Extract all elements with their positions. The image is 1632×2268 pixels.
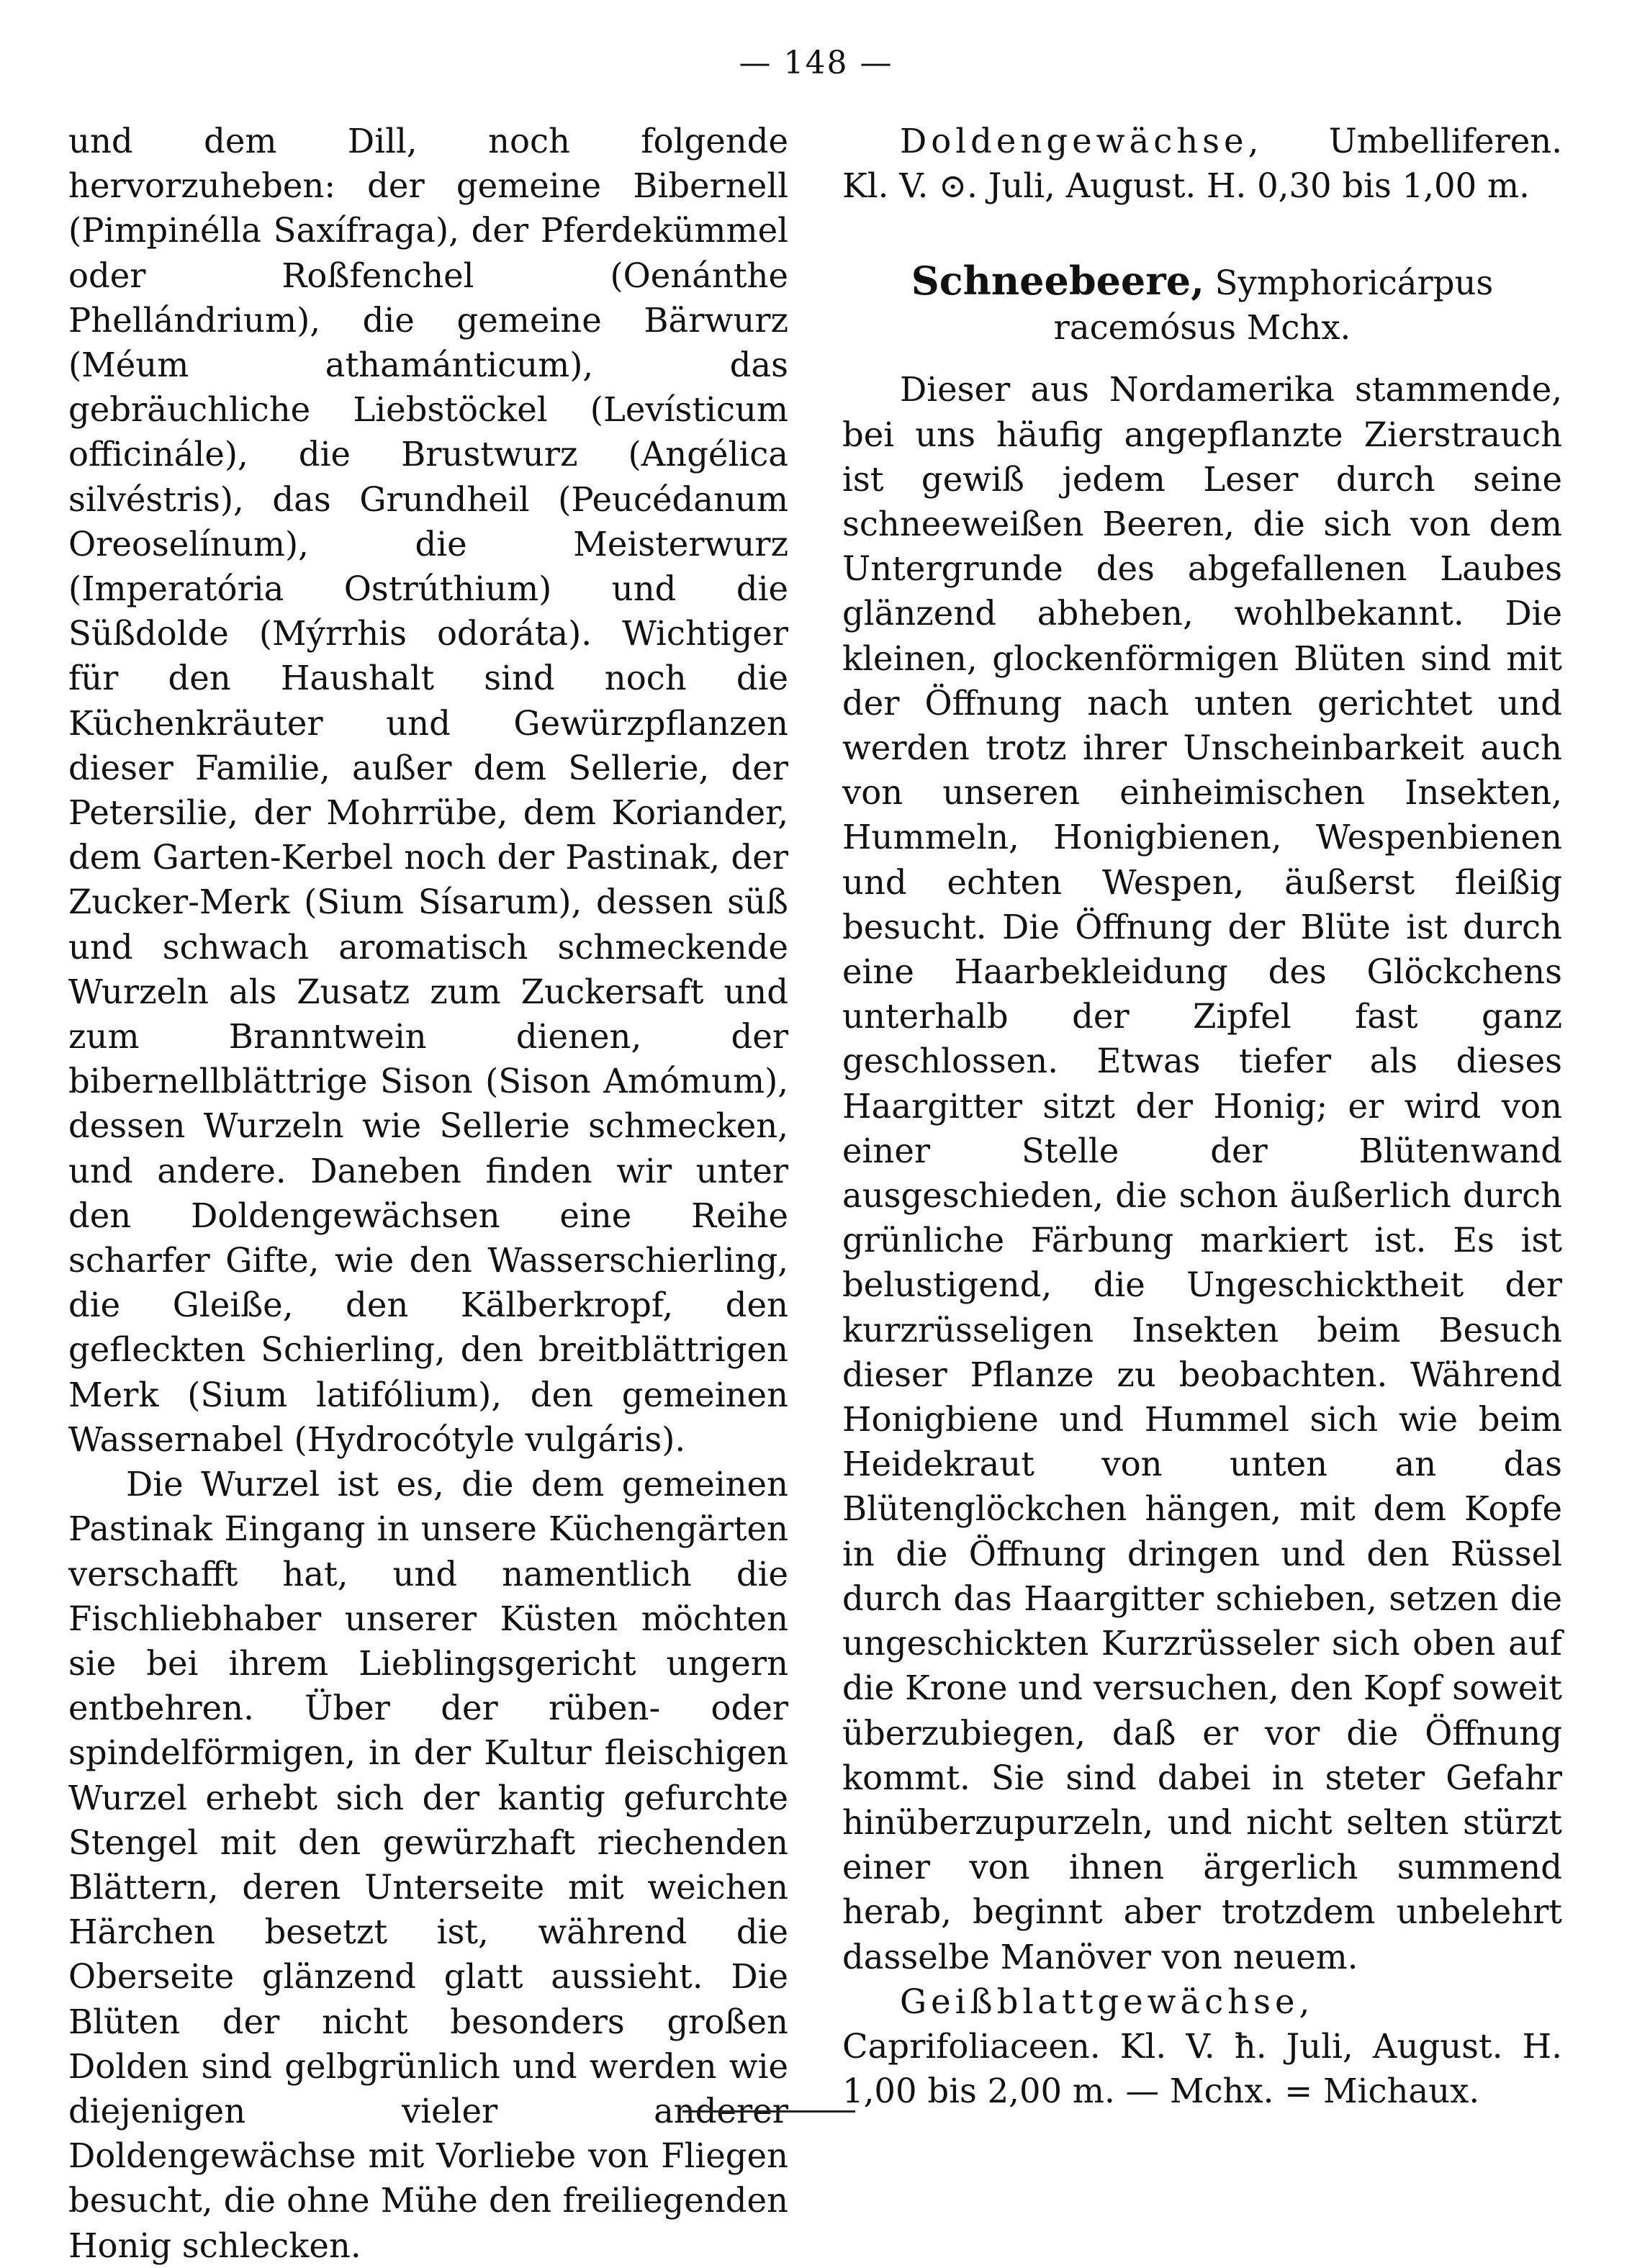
section-heading-schneebeere [842,258,1562,350]
family-details-umbelliferae: Umbelliferen. Kl. V. ⊙. Juli, August. H. 0,30 bis 1,00 m. [842,122,1562,206]
heading-common-name: Schneebeere, [911,258,1204,304]
family-note-umbelliferae [842,119,1562,208]
left-paragraph-2: Die Wurzel ist es, die dem gemeinen Pastinak Eingang in unsere Küchengärten verschafft hat, und namentlich die Fischliebhaber unserer Küsten möchten sie bei ihrem Lieblingsgericht ungern entbehren. Über der rüben- oder spindelförmigen, in der Kultur fleischigen Wurzel erhebt sich der kantig gefurchte Stengel mit den gewürzhaft riechenden Blättern, deren Unterseite mit weichen Härchen besetzt ist, während die Oberseite glänzend glatt aussieht. Die Blüten der nicht besonders großen Dolden sind gelbgrünlich und werden wie diejenigen vieler anderer Doldengewächse mit Vorliebe von Fliegen besucht, die ohne Mühe den freiliegenden Honig schlecken. [68,1465,788,2265]
page-number: — 148 — [739,45,893,81]
left-paragraph-1: und dem Dill, noch folgende hervorzuheben: der gemeine Bibernell (Pimpinélla Saxífraga), der Pferdekümmel oder Roßfenchel (Oenánthe Phellándrium), die gemeine Bärwurz (Méum athamánticum), das gebräuchliche Liebstöckel (Levísticum officinále), die Brustwurz (Angélica silvéstris), das Grundheil (Peucédanum Oreoselínum), die Meisterwurz (Imperatória Ostrúthium) und die Süßdolde (Mýrrhis odoráta). Wichtiger für den Haushalt sind noch die Küchenkräuter und Gewürzpflanzen dieser Familie, außer dem Sellerie, der Petersilie, der Mohrrübe, dem Koriander, dem Garten-Kerbel noch der Pastinak, der Zucker-Merk (Sium Sísarum), dessen süß und schwach aromatisch schmeckende Wurzeln als Zusatz zum Zuckersaft und zum Branntwein dienen, der bibernellblättrige Sison (Sison Amómum), dessen Wurzeln wie Sellerie schmecken, und andere. Daneben finden wir unter den Doldengewächsen eine Reihe scharfer Gifte, wie den Wasserschierling, die Gleiße, den Kälberkropf, den gefleckten Schierling, den breitblättrigen Merk (Sium latifólium), den gemeinen Wassernabel (Hydrocótyle vulgáris). [68,122,788,1459]
family-name-umbelliferae: Doldengewächse, [900,122,1263,161]
family-name-caprifoliaceae: Geißblattgewächse, [900,1982,1315,2021]
family-details-caprifoliaceae: Caprifoliaceen. Kl. V. ħ. Juli, August. H. 1,00 bis 2,00 m. — Mchx. = Michaux. [842,2026,1562,2111]
family-note-caprifoliaceae [842,1979,1562,2114]
footer-rule [682,2110,855,2113]
right-column [842,119,1562,2113]
heading-scientific-name: Symphoricárpus racemósus Mchx. [1053,263,1494,348]
right-paragraph-1: Dieser aus Nordamerika stammende, bei uns häufig angepflanzte Zierstrauch ist gewiß jedem Leser durch seine schneeweißen Beeren, die sich von dem Untergrunde des abgefallenen Laubes glänzend abheben, wohlbekannt. Die kleinen, glockenförmigen Blüten sind mit der Öffnung nach unten gerichtet und werden trotz ihrer Unscheinbarkeit auch von unseren einheimischen Insekten, Hummeln, Honigbienen, Wespenbienen und echten Wespen, äußerst fleißig besucht. Die Öffnung der Blüte ist durch eine Haarbekleidung des Glöckchens unterhalb der Zipfel fast ganz geschlossen. Etwas tiefer als dieses Haargitter sitzt der Honig; er wird von einer Stelle der Blütenwand ausgeschieden, die schon äußerlich durch grünliche Färbung markiert ist. Es ist belustigend, die Ungeschicktheit der kurzrüsseligen Insekten beim Besuch dieser Pflanze zu beobachten. Während Honigbiene und Hummel sich wie beim Heidekraut von unten an das Blütenglöckchen hängen, mit dem Kopfe in die Öffnung dringen und den Rüssel durch das Haargitter schieben, setzen die ungeschickten Kurzrüsseler sich oben auf die Krone und versuchen, den Kopf soweit überzubiegen, daß er vor die Öffnung kommt. Sie sind dabei in steter Gefahr hinüberzupurzeln, und nicht selten stürzt einer von ihnen ärgerlich summend herab, beginnt aber trotzdem unbelehrt dasselbe Manöver von neuem. [842,370,1562,1976]
left-column [68,119,788,2268]
